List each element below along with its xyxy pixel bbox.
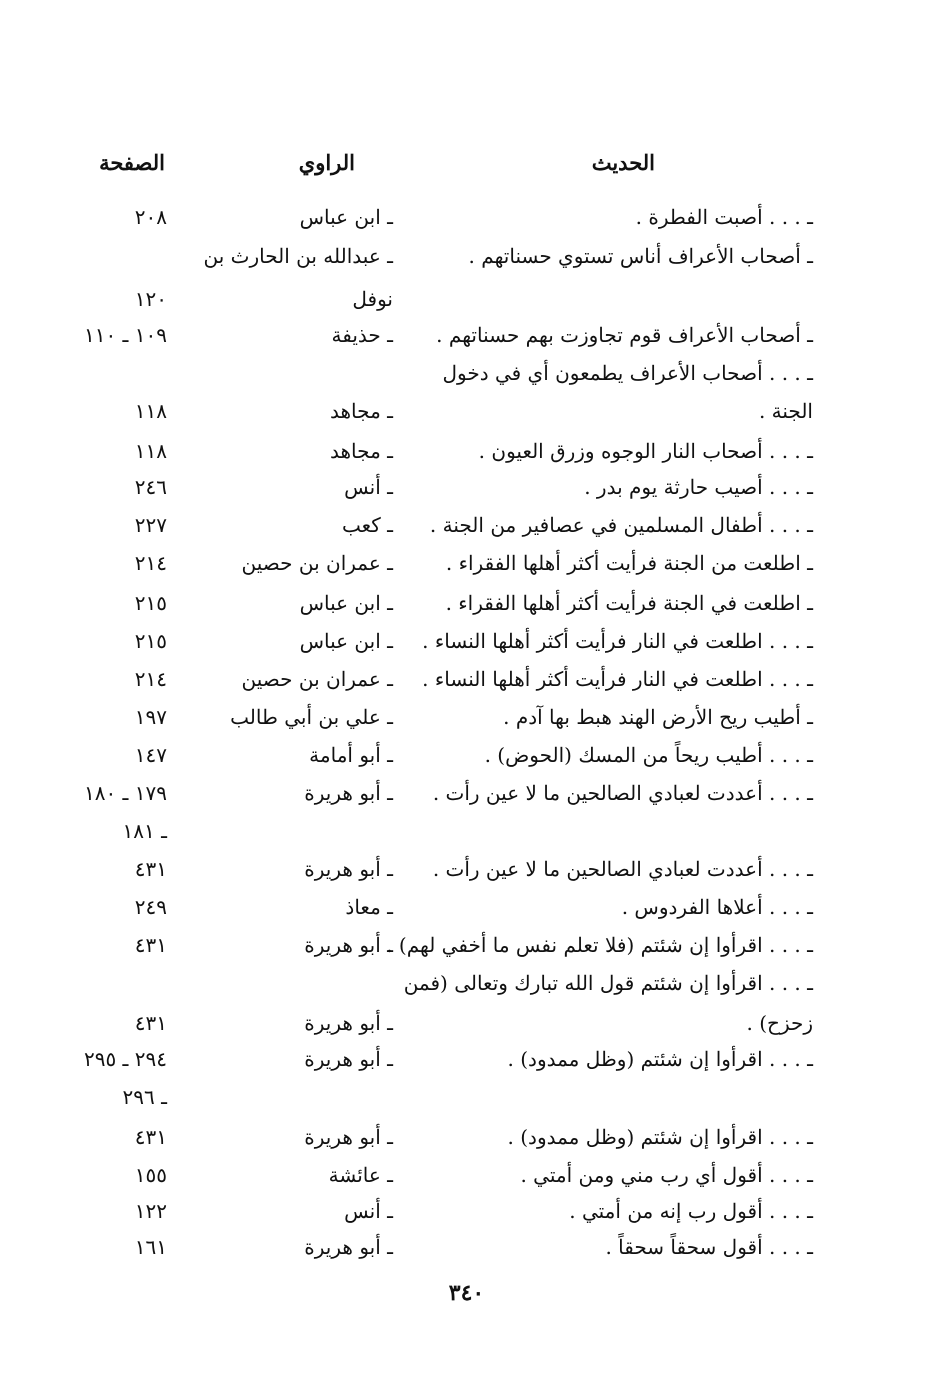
hadith-text: ـ اطلعت في الجنة فرأيت أكثر أهلها الفقراء . xyxy=(445,591,813,615)
page-ref: ٤٣١ xyxy=(134,1125,167,1149)
hadith-text: ـ . . . أقول أي رب مني ومن أمتي . xyxy=(520,1163,813,1187)
page-ref: ١١٨ xyxy=(134,399,167,423)
page-ref: ١٤٧ xyxy=(134,743,167,767)
table-row xyxy=(0,698,933,736)
page-ref: ١٩٧ xyxy=(134,705,167,729)
page-ref: ٢٢٧ xyxy=(134,513,167,537)
table-row xyxy=(0,812,933,850)
narrator-text: نوفل xyxy=(352,287,393,311)
hadith-text: ـ . . . اطلعت في النار فرأيت أكثر أهلها النساء . xyxy=(422,629,813,653)
narrator-text: ـ ابن عباس xyxy=(299,629,393,653)
narrator-text: ـ عبدالله بن الحارث بن xyxy=(203,244,393,268)
table-row xyxy=(0,622,933,660)
page-ref: ٢٤٦ xyxy=(134,475,167,499)
page-ref: ١٧٩ ـ ١٨٠ xyxy=(83,781,167,805)
narrator-text: ـ عمران بن حصين xyxy=(241,551,393,575)
table-row xyxy=(0,1156,933,1194)
table-row xyxy=(0,1078,933,1116)
hadith-text: ـ . . . أطفال المسلمين في عصافير من الجنة . xyxy=(429,513,813,537)
hadith-text: ـ أصحاب الأعراف قوم تجاوزت بهم حسناتهم . xyxy=(436,323,813,347)
hadith-text: ـ . . . اقرأوا إن شئتم (وظل ممدود) . xyxy=(507,1047,813,1071)
narrator-text: ـ عائشة xyxy=(328,1163,393,1187)
table-row xyxy=(0,1228,933,1266)
narrator-text: ـ أنس xyxy=(344,475,393,499)
narrator-text: ـ أبو هريرة xyxy=(304,1047,393,1071)
table-row xyxy=(0,736,933,774)
table-row xyxy=(0,392,933,430)
page-ref: ١٠٩ ـ ١١٠ xyxy=(83,323,167,347)
page-ref: ـ ١٨١ xyxy=(122,819,167,843)
page-ref: ٢١٤ xyxy=(134,551,167,575)
page-ref: ١١٨ xyxy=(134,439,167,463)
header-rawi: الراوي xyxy=(298,150,355,175)
hadith-text: زحزح) . xyxy=(746,1011,813,1035)
table-row xyxy=(0,354,933,392)
narrator-text: ـ معاذ xyxy=(345,895,393,919)
page-ref: ١٢٠ xyxy=(134,287,167,311)
narrator-text: ـ عمران بن حصين xyxy=(241,667,393,691)
hadith-text: ـ . . . أقول سحقاً سحقاً . xyxy=(605,1235,813,1259)
table-row xyxy=(0,1192,933,1230)
table-row xyxy=(0,280,933,318)
page-ref: ٢٤٩ xyxy=(134,895,167,919)
table-row xyxy=(0,584,933,622)
hadith-text: ـ . . . اقرأوا إن شئتم قول الله تبارك وتعالى (فمن xyxy=(403,971,813,995)
narrator-text: ـ ابن عباس xyxy=(299,591,393,615)
narrator-text: ـ أبو هريرة xyxy=(304,1011,393,1035)
hadith-text: ـ . . . أصبت الفطرة . xyxy=(635,205,813,229)
page-ref: ٢٠٨ xyxy=(134,205,167,229)
narrator-text: ـ كعب xyxy=(341,513,393,537)
table-row xyxy=(0,544,933,582)
narrator-text: ـ أبو أمامة xyxy=(309,743,393,767)
page-ref: ٤٣١ xyxy=(134,933,167,957)
table-row xyxy=(0,237,933,275)
table-row xyxy=(0,1004,933,1042)
page-ref: ـ ٢٩٦ xyxy=(122,1085,167,1109)
narrator-text: ـ أبو هريرة xyxy=(304,1235,393,1259)
table-row xyxy=(0,1118,933,1156)
hadith-text: ـ . . . اقرأوا إن شئتم (وظل ممدود) . xyxy=(507,1125,813,1149)
table-row xyxy=(0,850,933,888)
narrator-text: ـ علي بن أبي طالب xyxy=(230,705,393,729)
header-hadith: الحديث xyxy=(591,150,655,175)
narrator-text: ـ ابن عباس xyxy=(299,205,393,229)
table-row xyxy=(0,774,933,812)
header-page: الصفحة xyxy=(99,150,165,175)
hadith-text: ـ . . . أصيب حارثة يوم بدر . xyxy=(584,475,813,499)
table-row xyxy=(0,468,933,506)
hadith-text: ـ . . . اطلعت في النار فرأيت أكثر أهلها النساء . xyxy=(422,667,813,691)
page-ref: ٢١٥ xyxy=(134,629,167,653)
page-ref: ٢١٤ xyxy=(134,667,167,691)
narrator-text: ـ أبو هريرة xyxy=(304,781,393,805)
table-row xyxy=(0,198,933,236)
hadith-text: ـ . . . أصحاب النار الوجوه وزرق العيون . xyxy=(478,439,813,463)
page-ref: ٤٣١ xyxy=(134,857,167,881)
page-ref: ٤٣١ xyxy=(134,1011,167,1035)
table-row xyxy=(0,964,933,1002)
hadith-text: ـ . . . أطيب ريحاً من المسك (الحوض) . xyxy=(484,743,813,767)
table-row xyxy=(0,926,933,964)
hadith-text: ـ . . . أعددت لعبادي الصالحين ما لا عين رأت . xyxy=(432,857,813,881)
hadith-text: ـ اطلعت من الجنة فرأيت أكثر أهلها الفقراء . xyxy=(445,551,813,575)
table-row xyxy=(0,506,933,544)
hadith-text: ـ . . . اقرأوا إن شئتم (فلا تعلم نفس ما أخفي لهم) . xyxy=(386,933,813,957)
hadith-text: ـ . . . أعلاها الفردوس . xyxy=(621,895,813,919)
narrator-text: ـ أنس xyxy=(344,1199,393,1223)
table-row xyxy=(0,1040,933,1078)
page-ref: ١٦١ xyxy=(134,1235,167,1259)
hadith-text: ـ أطيب ريح الأرض الهند هبط بها آدم . xyxy=(503,705,813,729)
hadith-text: ـ . . . أصحاب الأعراف يطمعون أي في دخول xyxy=(442,361,813,385)
hadith-text: ـ . . . أقول رب إنه من أمتي . xyxy=(569,1199,813,1223)
hadith-text: الجنة . xyxy=(758,399,813,423)
narrator-text: ـ أبو هريرة xyxy=(304,1125,393,1149)
hadith-text: ـ . . . أعددت لعبادي الصالحين ما لا عين رأت . xyxy=(432,781,813,805)
narrator-text: ـ مجاهد xyxy=(330,399,393,423)
hadith-text: ـ أصحاب الأعراف أناس تستوي حسناتهم . xyxy=(468,244,813,268)
table-row xyxy=(0,660,933,698)
page-ref: ١٥٥ xyxy=(134,1163,167,1187)
table-row xyxy=(0,432,933,470)
narrator-text: ـ أبو هريرة xyxy=(304,933,393,957)
table-row xyxy=(0,316,933,354)
narrator-text: ـ أبو هريرة xyxy=(304,857,393,881)
table-row xyxy=(0,888,933,926)
page-number: ٣٤٠ xyxy=(448,1280,485,1306)
page-ref: ٢١٥ xyxy=(134,591,167,615)
page-ref: ٢٩٤ ـ ٢٩٥ xyxy=(83,1047,167,1071)
page-ref: ١٢٢ xyxy=(134,1199,167,1223)
narrator-text: ـ حذيفة xyxy=(331,323,393,347)
narrator-text: ـ مجاهد xyxy=(330,439,393,463)
